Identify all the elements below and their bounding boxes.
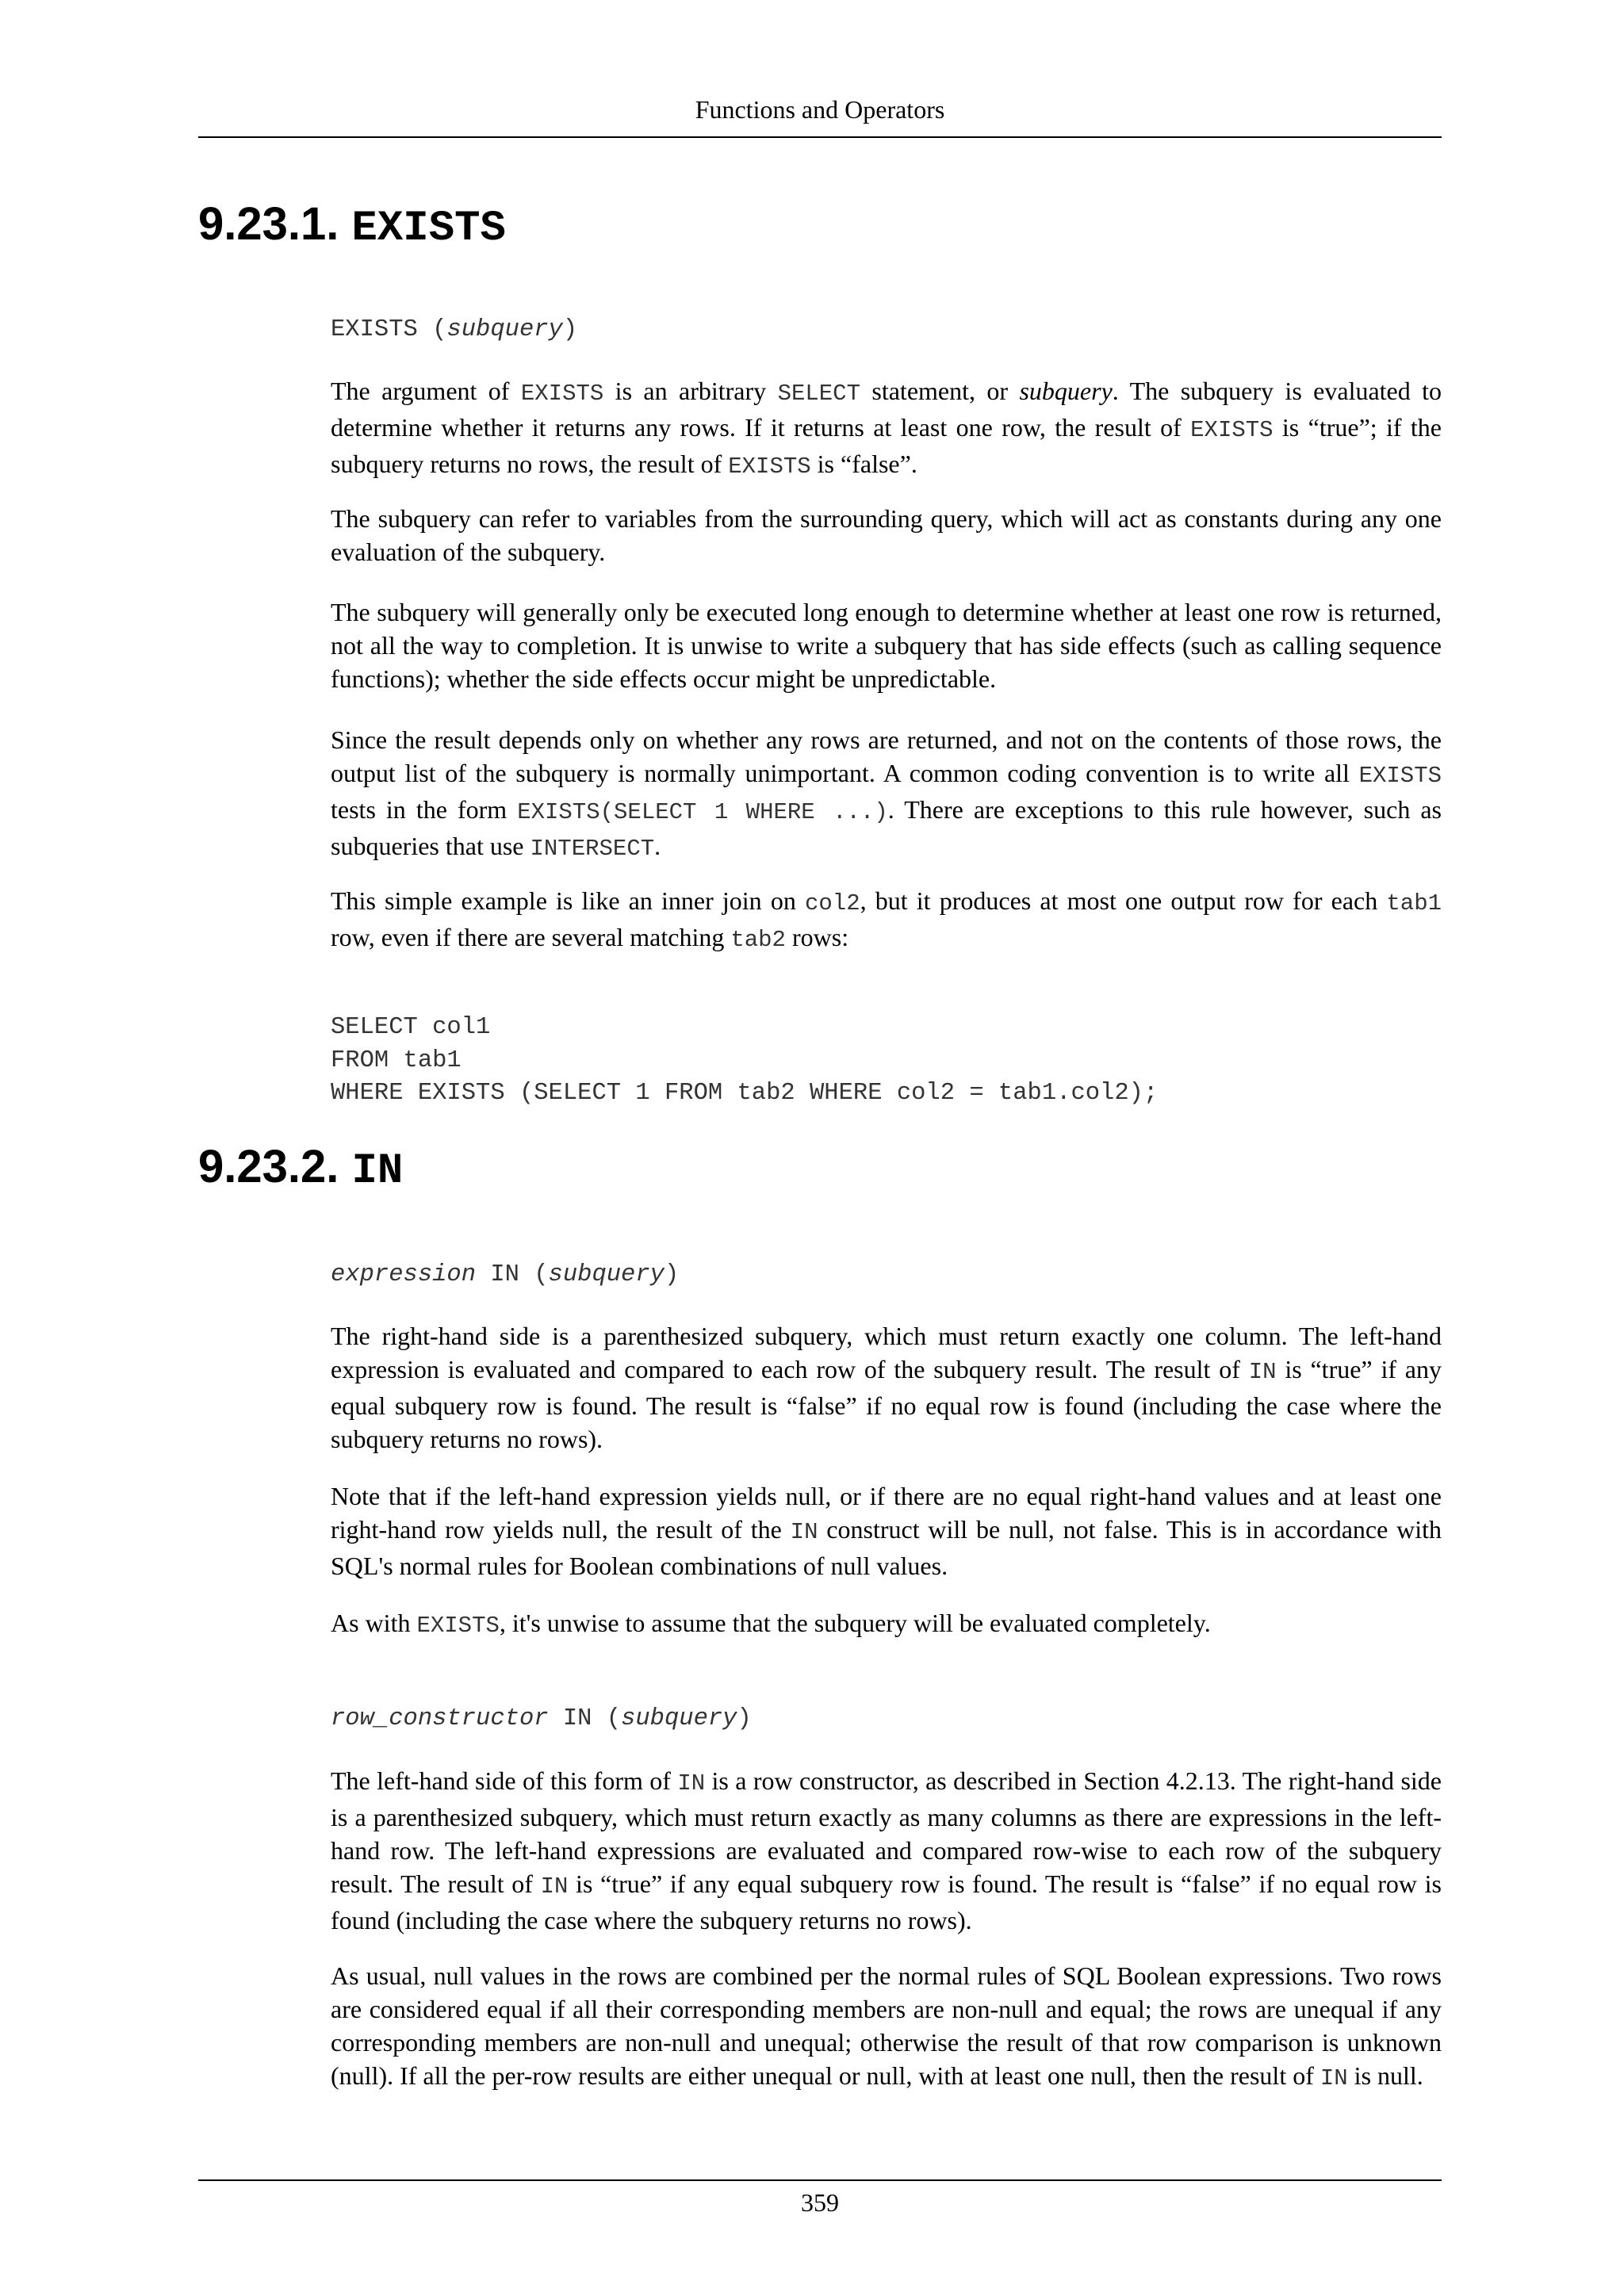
paragraph-exists-convention: Since the result depends only on whether any rows are returned, and not on the contents of those rows, the output list of the subquery is normally unimportant. A common coding convention is to write all EXISTS tests in the form EXISTS(SELECT 1 WHERE ...). There are exceptions to this rule however, such as subqueries that use INTERSECT. (331, 725, 1442, 862)
paragraph-in-exists-note: As with EXISTS, it's unwise to assume that the subquery will be evaluated completely. (331, 1609, 1211, 1639)
paragraph-exists-example-intro: This simple example is like an inner join on col2, but it produces at most one output row for each tab1 row, even if there are several matching tab2 rows: (331, 886, 1442, 953)
document-page (198, 0, 1442, 2296)
section-keyword: IN (351, 1147, 404, 1196)
synopsis-in-row-constructor: row_constructor IN (subquery) (331, 1705, 752, 1732)
running-header: Functions and Operators (695, 95, 945, 124)
page-number: 359 (801, 2188, 839, 2217)
paragraph-exists-variables: The subquery can refer to variables from the surrounding query, which will act as constants during any one evaluation of the subquery. (331, 504, 1442, 566)
section-title-in (198, 1139, 403, 1200)
paragraph-exists-execution: The subquery will generally only be executed long enough to determine whether at least one row is returned, not all the way to completion. It is unwise to write a subquery that has side effects (such as calling sequence functions); whether the side effects occur might be unpredictable. (331, 598, 1442, 693)
code-line: SELECT col1 (331, 1014, 491, 1041)
paragraph-in-row-constructor: The left-hand side of this form of IN is a row constructor, as described in Section 4.2.13. The right-hand side is a parenthesized subquery, which must return exactly as many columns as there are expressions in the left-hand row. The left-hand expressions are evaluated and compared row-wise to each row of the subquery result. The result of IN is “true” if any equal subquery row is found. The result is “false” if no equal row is found (including the case where the subquery returns no rows). (331, 1766, 1442, 1934)
section-number: 9.23.1. (198, 198, 339, 250)
header-rule (198, 136, 1442, 138)
section-keyword: EXISTS (351, 205, 506, 253)
paragraph-exists-argument: The argument of EXISTS is an arbitrary SELECT statement, or subquery. The subquery is evaluated to determine whether it returns any rows. If it returns at least one row, the result of EXISTS is “true”; if the subquery returns no rows, the result of EXISTS is “false”. (331, 377, 1442, 480)
paragraph-in-right-hand: The right-hand side is a parenthesized subquery, which must return exactly one column. The left-hand expression is evaluated and compared to each row of the subquery result. The result of IN is “true” if any equal subquery row is found. The result is “false” if no equal row is found (including the case where the subquery returns no rows). (331, 1322, 1442, 1453)
code-example-exists (331, 1012, 1442, 1111)
section-title-exists (198, 197, 506, 257)
paragraph-in-null-rows: As usual, null values in the rows are combined per the normal rules of SQL Boolean expressions. Two rows are considered equal if all their corresponding members are non-null and equal; the rows are unequal if any corresponding members are non-null and unequal; otherwise the result of that row comparison is unknown (null). If all the per-row results are either unequal or null, with at least one null, then the result of IN is null. (331, 1961, 1442, 2091)
footer-rule (198, 2179, 1442, 2181)
synopsis-exists: EXISTS (subquery) (331, 316, 578, 343)
section-number: 9.23.2. (198, 1141, 339, 1192)
code-line: WHERE EXISTS (SELECT 1 FROM tab2 WHERE col2 = tab1.col2); (331, 1080, 1159, 1107)
synopsis-in-expression: expression IN (subquery) (331, 1261, 680, 1288)
code-line: FROM tab1 (331, 1047, 462, 1074)
paragraph-in-null: Note that if the left-hand expression yields null, or if there are no equal right-hand values and at least one right-hand row yields null, the result of the IN construct will be null, not false. This is in accordance with SQL's normal rules for Boolean combinations of null values. (331, 1482, 1442, 1580)
